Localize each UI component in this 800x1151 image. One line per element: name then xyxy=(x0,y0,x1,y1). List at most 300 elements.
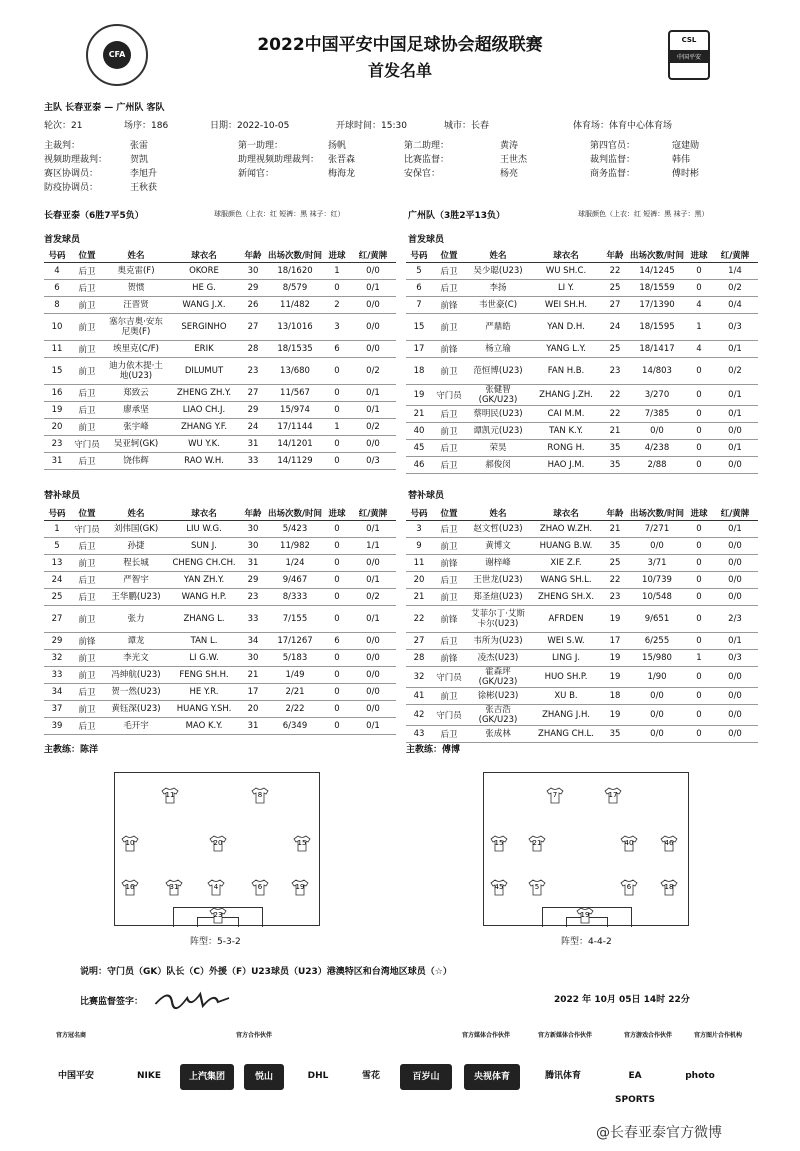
home-starters-label: 首发球员 xyxy=(44,235,81,245)
goals: 0 xyxy=(324,452,350,469)
match-no: 场序：186 xyxy=(124,121,169,131)
shirt-number: 18 xyxy=(664,883,674,891)
player-age: 22 xyxy=(602,262,628,279)
player-number: 34 xyxy=(44,683,70,700)
shirt-name: YAN ZH.Y. xyxy=(168,571,240,588)
cards: 0/4 xyxy=(712,296,758,313)
home-formation: 阵型：5-3-2 xyxy=(190,937,241,947)
goals: 0 xyxy=(324,588,350,605)
player-name: 冯绅航(U23) xyxy=(104,666,168,683)
player-number: 17 xyxy=(406,340,432,357)
cards: 0/0 xyxy=(712,571,758,588)
sponsor-logo: EA SPORTS xyxy=(610,1064,660,1090)
appearances: 18/1417 xyxy=(628,340,686,357)
player-row xyxy=(44,717,396,734)
player-position: 后卫 xyxy=(432,725,466,742)
official-name: 韩伟 xyxy=(672,155,691,165)
goals: 0 xyxy=(686,571,712,588)
goals: 0 xyxy=(324,279,350,296)
column-header: 号码 xyxy=(406,248,432,262)
sponsor-logo: 雪花 xyxy=(350,1064,392,1090)
shirt-name: LIU W.G. xyxy=(168,520,240,537)
cards: 0/0 xyxy=(712,456,758,473)
player-position: 前锋 xyxy=(432,340,466,357)
player-position: 守门员 xyxy=(432,704,466,725)
player-position: 守门员 xyxy=(432,666,466,687)
player-position: 守门员 xyxy=(70,520,104,537)
shirt-name: ZHANG CH.L. xyxy=(530,725,602,742)
player-number: 28 xyxy=(406,649,432,666)
player-number: 39 xyxy=(44,717,70,734)
player-shirt xyxy=(165,879,183,896)
player-name: 郑圣煊(U23) xyxy=(466,588,530,605)
player-name: 张健智(GK/U23) xyxy=(466,384,530,405)
goals: 0 xyxy=(686,384,712,405)
player-shirt xyxy=(121,835,139,852)
sponsor-category: 官方合作伙伴 xyxy=(236,1032,273,1039)
player-name: 孙捷 xyxy=(104,537,168,554)
player-position: 前锋 xyxy=(432,554,466,571)
player-age: 30 xyxy=(240,262,266,279)
player-number: 45 xyxy=(406,439,432,456)
goals: 0 xyxy=(686,588,712,605)
column-header: 号码 xyxy=(406,506,432,520)
player-number: 6 xyxy=(44,279,70,296)
player-name: 贺一然(U23) xyxy=(104,683,168,700)
player-number: 3 xyxy=(406,520,432,537)
player-row xyxy=(44,588,396,605)
player-number: 46 xyxy=(406,456,432,473)
player-number: 6 xyxy=(406,279,432,296)
cards: 0/1 xyxy=(350,401,396,418)
player-shirt xyxy=(528,835,546,852)
goals: 0 xyxy=(324,666,350,683)
goals: 0 xyxy=(324,683,350,700)
player-age: 31 xyxy=(240,554,266,571)
sponsor-logo: 百岁山 xyxy=(400,1064,452,1090)
away-starters-table xyxy=(406,248,758,474)
player-position: 后卫 xyxy=(432,439,466,456)
player-name: 李扬 xyxy=(466,279,530,296)
official-name: 李旭升 xyxy=(130,169,158,179)
player-position: 前卫 xyxy=(70,666,104,683)
column-header: 姓名 xyxy=(104,506,168,520)
cards: 0/1 xyxy=(350,571,396,588)
column-header: 进球 xyxy=(686,248,712,262)
player-age: 22 xyxy=(602,571,628,588)
shirt-name: FAN H.B. xyxy=(530,357,602,384)
player-shirt xyxy=(660,835,678,852)
goals: 0 xyxy=(686,537,712,554)
column-header: 年龄 xyxy=(602,248,628,262)
shirt-number: 6 xyxy=(626,883,632,891)
player-number: 42 xyxy=(406,704,432,725)
csl-logo-text: 中国平安 xyxy=(670,50,708,63)
player-name: 张成林 xyxy=(466,725,530,742)
cards: 0/0 xyxy=(350,554,396,571)
player-shirt xyxy=(604,787,622,804)
player-position: 前卫 xyxy=(70,649,104,666)
shirt-name: SERGINHO xyxy=(168,313,240,340)
player-row xyxy=(406,537,758,554)
player-number: 37 xyxy=(44,700,70,717)
sponsor-logo: 央视体育 xyxy=(464,1064,520,1090)
column-header: 年龄 xyxy=(240,248,266,262)
shirt-name: WANG SH.L. xyxy=(530,571,602,588)
player-shirt xyxy=(291,879,309,896)
shirt-name: MAO K.Y. xyxy=(168,717,240,734)
cards: 0/0 xyxy=(350,700,396,717)
player-age: 25 xyxy=(602,554,628,571)
cards: 0/0 xyxy=(350,340,396,357)
column-header: 进球 xyxy=(324,248,350,262)
official-name: 黄涛 xyxy=(500,141,519,151)
cards: 0/0 xyxy=(712,704,758,725)
appearances: 0/0 xyxy=(628,725,686,742)
player-name: 张宇峰 xyxy=(104,418,168,435)
shirt-name: LI Y. xyxy=(530,279,602,296)
column-header: 号码 xyxy=(44,248,70,262)
goals: 0 xyxy=(686,357,712,384)
goals: 0 xyxy=(686,704,712,725)
player-age: 29 xyxy=(240,401,266,418)
cards: 0/0 xyxy=(712,725,758,742)
player-row xyxy=(406,520,758,537)
shirt-name: HAO J.M. xyxy=(530,456,602,473)
player-number: 4 xyxy=(44,262,70,279)
shirt-number: 15 xyxy=(297,839,307,847)
away-formation-pitch xyxy=(483,772,689,926)
player-row xyxy=(44,279,396,296)
appearances: 9/467 xyxy=(266,571,324,588)
official-name: 张晋森 xyxy=(328,155,356,165)
cards: 0/0 xyxy=(712,537,758,554)
cards: 2/3 xyxy=(712,605,758,632)
player-name: 程长城 xyxy=(104,554,168,571)
shirt-name: ZHANG Y.F. xyxy=(168,418,240,435)
player-position: 后卫 xyxy=(70,279,104,296)
player-age: 21 xyxy=(602,520,628,537)
player-name: 郑致云 xyxy=(104,384,168,401)
player-age: 17 xyxy=(602,632,628,649)
cards: 0/0 xyxy=(350,683,396,700)
player-position: 后卫 xyxy=(432,279,466,296)
player-age: 28 xyxy=(240,340,266,357)
player-age: 23 xyxy=(240,357,266,384)
cards: 0/1 xyxy=(712,520,758,537)
appearances: 0/0 xyxy=(628,537,686,554)
player-position: 前卫 xyxy=(70,313,104,340)
shirt-number: 21 xyxy=(532,839,542,847)
csl-logo xyxy=(668,30,710,80)
column-header: 进球 xyxy=(686,506,712,520)
official-name: 傅时彬 xyxy=(672,169,700,179)
column-header: 进球 xyxy=(324,506,350,520)
home-coach: 主教练：陈洋 xyxy=(44,745,99,755)
player-age: 21 xyxy=(602,422,628,439)
shirt-number: 15 xyxy=(494,839,504,847)
sponsor-category: 官方图片合作机构 xyxy=(694,1032,743,1039)
player-row xyxy=(406,687,758,704)
player-number: 5 xyxy=(406,262,432,279)
player-row xyxy=(44,700,396,717)
away-subs-table xyxy=(406,506,758,743)
appearances: 18/1535 xyxy=(266,340,324,357)
cards: 0/3 xyxy=(350,452,396,469)
player-shirt xyxy=(121,879,139,896)
appearances: 18/1595 xyxy=(628,313,686,340)
player-row xyxy=(406,340,758,357)
player-number: 32 xyxy=(44,649,70,666)
player-age: 30 xyxy=(240,537,266,554)
column-header: 年龄 xyxy=(602,506,628,520)
cards: 0/0 xyxy=(350,649,396,666)
goals: 0 xyxy=(686,405,712,422)
appearances: 8/579 xyxy=(266,279,324,296)
player-number: 11 xyxy=(44,340,70,357)
player-position: 前卫 xyxy=(432,422,466,439)
shirt-number: 31 xyxy=(169,883,179,891)
page-subtitle: 首发名单 xyxy=(367,61,432,80)
player-number: 15 xyxy=(44,357,70,384)
signature xyxy=(147,984,237,1020)
column-header: 球衣名 xyxy=(530,506,602,520)
player-shirt xyxy=(490,879,508,896)
player-number: 19 xyxy=(406,384,432,405)
appearances: 7/385 xyxy=(628,405,686,422)
csl-logo-sub: CSL xyxy=(681,36,697,44)
shirt-name: ZHANG L. xyxy=(168,605,240,632)
shirt-number: 19 xyxy=(580,911,590,919)
appearances: 6/349 xyxy=(266,717,324,734)
official-name: 王秋获 xyxy=(130,183,158,193)
cards: 0/0 xyxy=(712,687,758,704)
player-name: 吴少聪(U23) xyxy=(466,262,530,279)
player-row xyxy=(406,649,758,666)
player-age: 17 xyxy=(240,683,266,700)
shirt-name: RONG H. xyxy=(530,439,602,456)
appearances: 14/803 xyxy=(628,357,686,384)
cfa-logo-text: CFA xyxy=(103,41,131,69)
player-age: 21 xyxy=(240,666,266,683)
player-row xyxy=(44,554,396,571)
shirt-number: 23 xyxy=(213,911,223,919)
shirt-name: WANG J.X. xyxy=(168,296,240,313)
player-age: 34 xyxy=(240,632,266,649)
player-name: 埃里克(C/F) xyxy=(104,340,168,357)
date: 日期：2022-10-05 xyxy=(210,121,290,131)
player-position: 后卫 xyxy=(70,384,104,401)
sponsor-logo: NIKE xyxy=(130,1064,168,1090)
player-number: 13 xyxy=(44,554,70,571)
column-header: 球衣名 xyxy=(168,248,240,262)
player-row xyxy=(406,384,758,405)
cards: 0/2 xyxy=(712,279,758,296)
sponsor-logo: 中国平安 xyxy=(52,1064,100,1090)
player-name: 霍森坪(GK/U23) xyxy=(466,666,530,687)
appearances: 1/49 xyxy=(266,666,324,683)
appearances: 0/0 xyxy=(628,704,686,725)
player-name: 吴亚轲(GK) xyxy=(104,435,168,452)
shirt-name: CAI M.M. xyxy=(530,405,602,422)
player-age: 33 xyxy=(240,452,266,469)
shirt-name: YAN D.H. xyxy=(530,313,602,340)
player-age: 18 xyxy=(602,687,628,704)
official-name: 杨亮 xyxy=(500,169,519,179)
player-name: 张吉浩(GK/U23) xyxy=(466,704,530,725)
player-position: 后卫 xyxy=(70,683,104,700)
column-header: 红/黄牌 xyxy=(712,506,758,520)
player-name: 王世龙(U23) xyxy=(466,571,530,588)
player-name: 王华鹏(U23) xyxy=(104,588,168,605)
appearances: 14/1129 xyxy=(266,452,324,469)
official-role: 商务监督： xyxy=(590,169,636,179)
appearances: 3/270 xyxy=(628,384,686,405)
cards: 0/0 xyxy=(350,435,396,452)
appearances: 17/1390 xyxy=(628,296,686,313)
player-age: 22 xyxy=(602,384,628,405)
shirt-name: HUANG B.W. xyxy=(530,537,602,554)
goals: 1 xyxy=(686,313,712,340)
player-age: 33 xyxy=(240,605,266,632)
player-shirt xyxy=(209,907,227,924)
official-name: 寇建勋 xyxy=(672,141,700,151)
column-header: 姓名 xyxy=(466,506,530,520)
home-away-line: 主队 长春亚泰 — 广州队 客队 xyxy=(44,103,165,113)
player-position: 后卫 xyxy=(70,717,104,734)
player-row xyxy=(44,452,396,469)
player-position: 后卫 xyxy=(432,520,466,537)
kickoff: 开球时间：15:30 xyxy=(336,121,407,131)
column-header: 位置 xyxy=(70,506,104,520)
player-shirt xyxy=(660,879,678,896)
player-row xyxy=(406,571,758,588)
cards: 0/0 xyxy=(350,632,396,649)
goals: 6 xyxy=(324,340,350,357)
appearances: 3/71 xyxy=(628,554,686,571)
shirt-name: WU Y.K. xyxy=(168,435,240,452)
cards: 0/0 xyxy=(712,422,758,439)
official-role: 第四官员： xyxy=(590,141,636,151)
player-name: 张力 xyxy=(104,605,168,632)
shirt-number: 45 xyxy=(494,883,504,891)
player-name: 杨立瑜 xyxy=(466,340,530,357)
away-starters-label: 首发球员 xyxy=(408,235,445,245)
player-age: 23 xyxy=(602,357,628,384)
cards: 1/4 xyxy=(712,262,758,279)
appearances: 10/739 xyxy=(628,571,686,588)
shirt-name: TAN K.Y. xyxy=(530,422,602,439)
player-row xyxy=(406,704,758,725)
player-age: 23 xyxy=(240,588,266,605)
player-position: 前卫 xyxy=(70,357,104,384)
column-header: 位置 xyxy=(70,248,104,262)
appearances: 2/88 xyxy=(628,456,686,473)
shirt-name: HE G. xyxy=(168,279,240,296)
player-age: 24 xyxy=(240,418,266,435)
player-name: 韦世豪(C) xyxy=(466,296,530,313)
appearances: 10/548 xyxy=(628,588,686,605)
player-row xyxy=(406,632,758,649)
player-shirt xyxy=(207,879,225,896)
player-name: 汪晋贤 xyxy=(104,296,168,313)
player-shirt xyxy=(490,835,508,852)
shirt-name: XIE Z.F. xyxy=(530,554,602,571)
player-age: 20 xyxy=(240,700,266,717)
column-header: 位置 xyxy=(432,248,466,262)
away-coach: 主教练：傅博 xyxy=(406,745,461,755)
player-age: 31 xyxy=(240,435,266,452)
official-role: 视频助理裁判： xyxy=(44,155,108,165)
appearances: 7/155 xyxy=(266,605,324,632)
player-row xyxy=(406,605,758,632)
appearances: 18/1620 xyxy=(266,262,324,279)
player-number: 10 xyxy=(44,313,70,340)
stadium: 体育场：体育中心体育场 xyxy=(573,121,673,131)
player-number: 20 xyxy=(44,418,70,435)
player-name: 严智宇 xyxy=(104,571,168,588)
shirt-name: ZHANG J.H. xyxy=(530,704,602,725)
column-header: 出场次数/时间 xyxy=(628,506,686,520)
official-name: 贺凯 xyxy=(130,155,149,165)
player-position: 后卫 xyxy=(432,405,466,422)
appearances: 6/255 xyxy=(628,632,686,649)
goals: 0 xyxy=(324,537,350,554)
column-header: 位置 xyxy=(432,506,466,520)
goals: 0 xyxy=(686,687,712,704)
player-row xyxy=(406,405,758,422)
sponsor-category: 官方媒体合作伙伴 xyxy=(462,1032,511,1039)
shirt-number: 20 xyxy=(213,839,223,847)
official-role: 第二助理： xyxy=(404,141,450,151)
player-name: 蔡明民(U23) xyxy=(466,405,530,422)
home-subs-table xyxy=(44,506,396,735)
player-number: 1 xyxy=(44,520,70,537)
goals: 4 xyxy=(686,296,712,313)
player-position: 前锋 xyxy=(432,605,466,632)
goals: 0 xyxy=(686,605,712,632)
player-name: 饶伟辉 xyxy=(104,452,168,469)
shirt-name: LIAO CH.J. xyxy=(168,401,240,418)
player-row xyxy=(44,262,396,279)
column-header: 号码 xyxy=(44,506,70,520)
player-name: 李光文 xyxy=(104,649,168,666)
shirt-number: 10 xyxy=(125,839,135,847)
player-position: 守门员 xyxy=(432,384,466,405)
cards: 0/1 xyxy=(350,717,396,734)
city: 城市：长春 xyxy=(444,121,490,131)
column-header: 红/黄牌 xyxy=(350,248,396,262)
shirt-number: 17 xyxy=(608,791,618,799)
player-number: 32 xyxy=(406,666,432,687)
column-header: 姓名 xyxy=(466,248,530,262)
player-age: 35 xyxy=(602,537,628,554)
player-shirt xyxy=(251,879,269,896)
goals: 0 xyxy=(324,401,350,418)
sponsor-category: 官方冠名商 xyxy=(56,1032,87,1039)
sponsor-logo: 悦山 xyxy=(244,1064,284,1090)
player-row xyxy=(406,357,758,384)
player-number: 11 xyxy=(406,554,432,571)
goals: 0 xyxy=(324,520,350,537)
shirt-number: 16 xyxy=(125,883,135,891)
player-name: 艾菲尔丁·艾斯卡尔(U23) xyxy=(466,605,530,632)
appearances: 7/271 xyxy=(628,520,686,537)
goals: 0 xyxy=(324,435,350,452)
column-header: 球衣名 xyxy=(168,506,240,520)
shirt-name: TAN L. xyxy=(168,632,240,649)
player-name: 奥克雷(F) xyxy=(104,262,168,279)
